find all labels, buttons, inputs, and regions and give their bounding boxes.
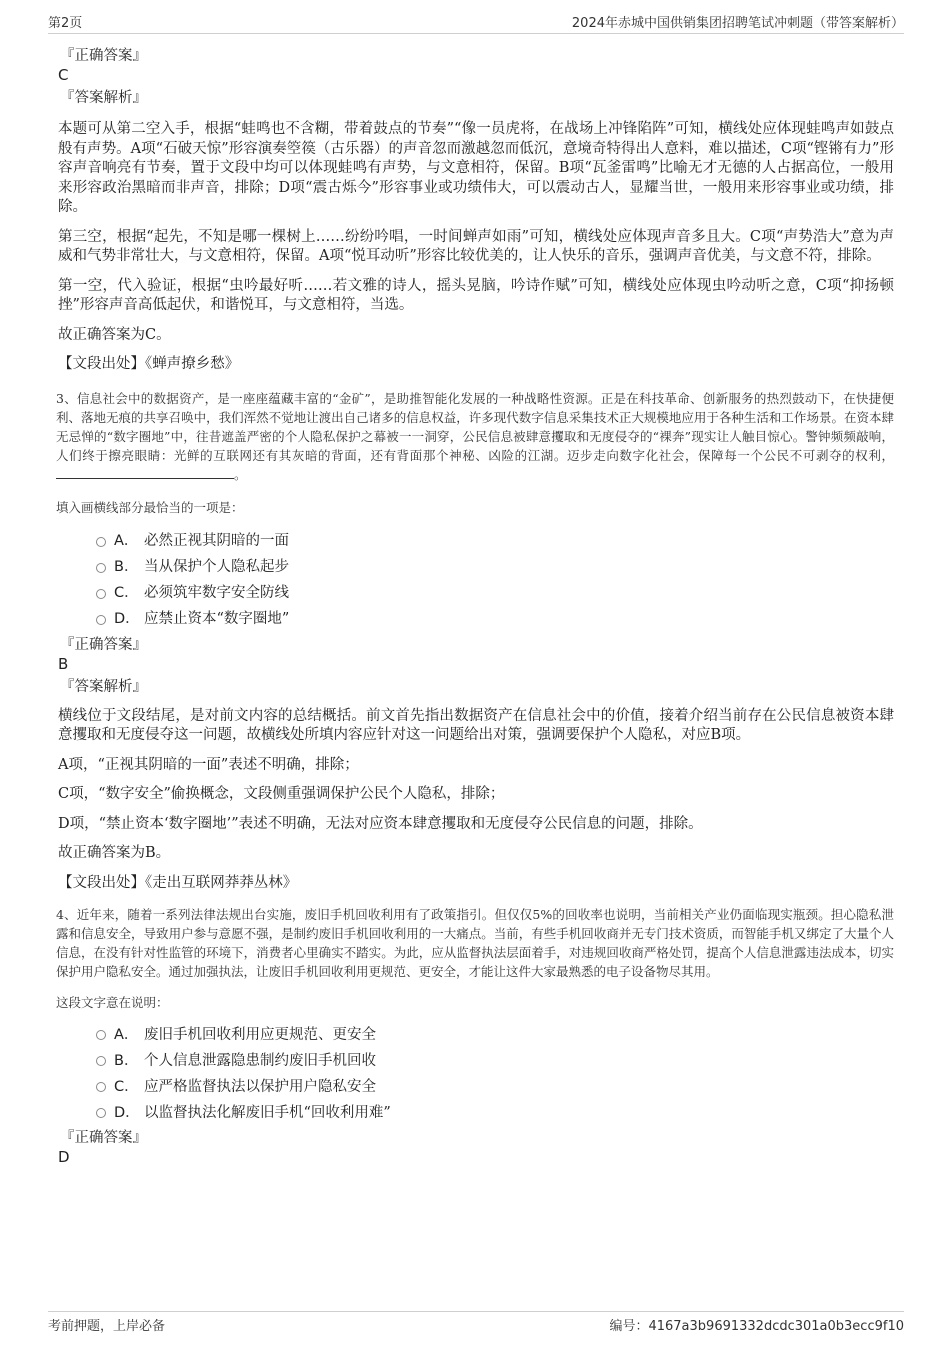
footer-slogan: 考前押题，上岸必备 (48, 1319, 166, 1334)
option-text: 必须筑牢数字安全防线 (144, 585, 289, 601)
analysis-conclusion: 故正确答案为C。 (58, 326, 171, 343)
option-c[interactable] (96, 1072, 894, 1098)
option-text: 应禁止资本“数字圈地” (144, 611, 290, 627)
option-a[interactable] (96, 1020, 894, 1046)
analysis-paragraph: 本题可从第二空入手，根据“蛙鸣也不含糊，带着鼓点的节奏”“像一员虎将，在战场上冲锋陷阵”可知，横线处应体现蛙鸣声如鼓点般有声势。A项“石破天惊”形容演奏箜篌（古乐器）的声音忽而激越忽而低沉，意境奇特得出人意料，难以描述，C项“铿锵有力”形容声音响亮有节奏，置于文段中均可以体现蛙鸣有声势，与文意相符，保留。B项“瓦釜雷鸣”比喻无才无德的人占据高位，一般用来形容政治黑暗而非声音，排除；D项“震古烁今”形容事业或功绩伟大，可以震动古人，显耀当世，一般用来形容事业或功绩，排除。 (58, 121, 894, 215)
option-text: 应严格监督执法以保护用户隐私安全 (144, 1078, 376, 1095)
document-body (56, 46, 894, 1167)
fill-blank (56, 467, 234, 479)
option-b[interactable] (96, 1046, 894, 1072)
option-d[interactable] (96, 605, 894, 631)
option-text: 废旧手机回收利用应更规范、更安全 (144, 1026, 376, 1043)
radio-icon[interactable] (96, 563, 106, 573)
page-number: 第2页 (48, 16, 83, 31)
option-letter: A． (114, 533, 139, 549)
answer-value: C (58, 66, 69, 84)
answer-label: 『正确答案』 (60, 1130, 147, 1146)
analysis-paragraph: A项，“正视其阴暗的一面”表述不明确，排除； (58, 756, 359, 773)
radio-icon[interactable] (96, 1030, 106, 1040)
radio-icon[interactable] (96, 537, 106, 547)
document-title: 2024年赤城中国供销集团招聘笔试冲刺题（带答案解析） (571, 16, 904, 31)
answer-value: B (58, 654, 69, 673)
document-id: 编号：4167a3b9691332dcdc301a0b3ecc9f10 (609, 1319, 904, 1334)
source-citation: 【文段出处】《走出互联网莽莽丛林》 (58, 874, 298, 891)
option-letter: C． (114, 1078, 139, 1095)
radio-icon[interactable] (96, 589, 106, 599)
option-list (96, 527, 894, 631)
question-text: 3、信息社会中的数据资产，是一座座蕴藏丰富的“金矿”，是助推智能化发展的一种战略性资源。正是在科技革命、创新服务的热烈鼓动下，在快捷便利、落地无痕的共享召唤中，我们浑然不觉地让渡出自己诸多的信息权益，许多现代数字信息采集技术正大规模地应用于各种生活和工作场景。在资本肆无忌惮的“数字圈地”中，往昔遮盖严密的个人隐私保护之幕被一一洞穿，公民信息被肆意攫取和无度侵夺的“裸奔”现实让人触目惊心。警钟频频敲响，人们终于擦亮眼睛：光鲜的互联网还有其灰暗的背面，还有背面那个神秘、凶险的江湖。迈步走向数字化社会，保障每一个公民不可剥夺的权利， (56, 390, 894, 463)
option-text: 必然正视其阴暗的一面 (144, 533, 289, 549)
question-text-end: 。 (234, 466, 247, 482)
question-stem (56, 389, 894, 484)
option-text: 以监督执法化解废旧手机“回收利用难” (144, 1104, 391, 1121)
source-citation: 【文段出处】《蝉声撩乡愁》 (58, 356, 240, 372)
analysis-label: 『答案解析』 (60, 90, 147, 106)
option-letter: D． (114, 1104, 140, 1121)
option-a[interactable] (96, 527, 894, 553)
analysis-paragraph: C项，“数字安全”偷换概念，文段侧重强调保护公民个人隐私，排除； (58, 786, 505, 802)
radio-icon[interactable] (96, 1056, 106, 1066)
option-letter: D． (114, 611, 140, 627)
question-stem: 4、近年来，随着一系列法律法规出台实施，废旧手机回收利用有了政策指引。但仅仅5%的回收率也说明，当前相关产业仍面临现实瓶颈。担心隐私泄露和信息安全，导致用户参与意愿不强，是制约废旧手机回收利用的一大痛点。当前，有些手机回收商并无专门技术资质，而智能手机又绑定了大量个人信息，在没有针对性监管的环境下，消费者心里确实不踏实。为此，应从监督执法层面着手，对违规回收商严格处罚，提高个人信息泄露违法成本，切实保护用户隐私安全。通过加强执法，让废旧手机回收利用更规范、更安全，才能让这件大家最熟悉的电子设备物尽其用。 (56, 907, 894, 979)
answer-label: 『正确答案』 (60, 636, 147, 653)
option-list (96, 1020, 894, 1124)
analysis-paragraph: 横线位于文段结尾，是对前文内容的总结概括。前文首先指出数据资产在信息社会中的价值，接着介绍当前存在公民信息被资本肆意攫取和无度侵夺这一问题，故横线处所填内容应针对这一问题给出对策，强调要保护个人隐私，对应B项。 (58, 707, 894, 743)
analysis-paragraph: 第一空，代入验证，根据“虫吟最好听……若文雅的诗人，摇头晃脑，吟诗作赋”可知，横线处应体现虫吟动听之意，C项“抑扬顿挫”形容声音高低起伏，和谐悦耳，与文意相符，当选。 (58, 277, 894, 313)
analysis-label: 『答案解析』 (60, 678, 147, 695)
option-letter: A． (114, 1026, 139, 1043)
option-letter: B． (114, 559, 139, 575)
option-letter: C． (114, 585, 139, 601)
option-text: 当从保护个人隐私起步 (144, 559, 289, 575)
answer-value: D (58, 1148, 70, 1166)
page-header (48, 10, 904, 34)
radio-icon[interactable] (96, 1082, 106, 1092)
question-prompt: 这段文字意在说明： (56, 995, 169, 1010)
option-c[interactable] (96, 579, 894, 605)
radio-icon[interactable] (96, 1108, 106, 1118)
analysis-conclusion: 故正确答案为B。 (58, 845, 171, 861)
option-d[interactable] (96, 1098, 894, 1124)
radio-icon[interactable] (96, 615, 106, 625)
answer-label: 『正确答案』 (60, 48, 147, 64)
analysis-paragraph: D项，“禁止资本‘数字圈地’”表述不明确，无法对应资本肆意攫取和无度侵夺公民信息的问题，排除。 (58, 815, 703, 832)
analysis-paragraph: 第三空，根据“起先，不知是哪一棵树上……纷纷吟唱，一时间蝉声如雨”可知，横线处应体现声音多且大。C项“声势浩大”意为声威和气势非常壮大，与文意相符，保留。A项“悦耳动听”形容比较优美的，让人快乐的音乐，强调声音优美，与文意不符，排除。 (58, 228, 894, 264)
option-b[interactable] (96, 553, 894, 579)
question-prompt: 填入画横线部分最恰当的一项是： (56, 499, 244, 515)
page-footer (48, 1311, 904, 1337)
option-text: 个人信息泄露隐患制约废旧手机回收 (144, 1052, 376, 1069)
option-letter: B． (114, 1052, 139, 1069)
